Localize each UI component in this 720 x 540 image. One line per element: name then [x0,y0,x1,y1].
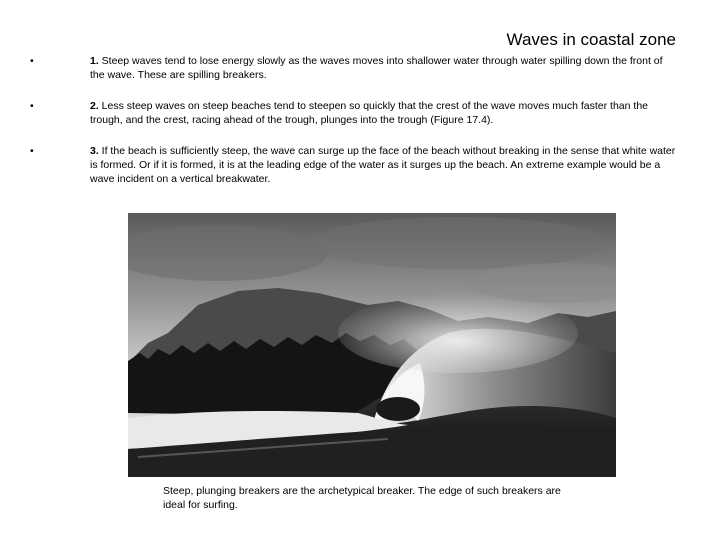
slide-title: Waves in coastal zone [506,30,676,49]
bullet-number: 3. [90,145,99,157]
bullet-item-1 [30,54,680,82]
bullet-item-2 [30,99,680,127]
photo-caption: Steep, plunging breakers are the archetypical breaker. The edge of such breakers are ideal for surfing. [163,485,561,511]
bullet-text: Less steep waves on steep beaches tend to steepen so quickly that the crest of the wave moves much faster than the trough, and the crest, racing ahead of the trough, plunges into the trough (Figure 17.4). [90,100,649,126]
wave-photo-illustration [128,213,616,477]
bullet-dot-icon: • [30,55,34,67]
bullet-text: If the beach is sufficiently steep, the wave can surge up the face of the beach without breaking in the sense that white water is formed. Or if it is formed, it is at the leading edge of the water as it surges up the beach. An extreme example would be a wave incident on a vertical breakwater. [90,145,676,185]
bullet-item-3 [30,144,680,186]
bullet-number: 2. [90,100,99,112]
wave-photo [128,213,616,477]
bullet-list [30,54,680,186]
bullet-text: Steep waves tend to lose energy slowly as the waves moves into shallower water through water spilling down the front of the wave. These are spilling breakers. [90,55,663,81]
bullet-dot-icon: • [30,100,34,112]
bullet-number: 1. [90,55,99,67]
bullet-dot-icon: • [30,145,34,157]
